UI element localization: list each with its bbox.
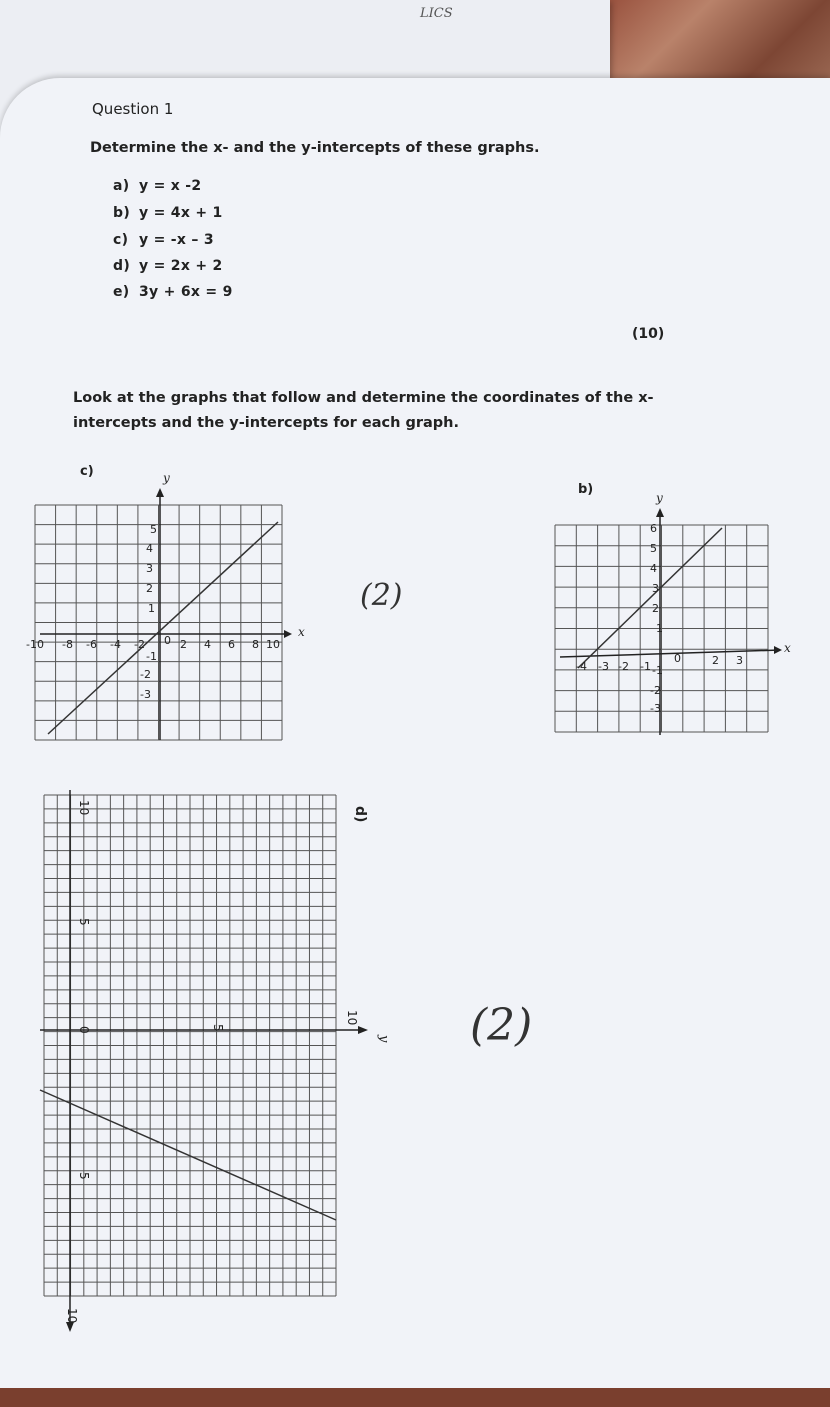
equation-text: y = -x – 3 [139,232,214,248]
graph-c-y-tick: 4 [146,542,153,555]
graph-c-label: c) [80,464,94,479]
graph-d [40,790,391,1332]
graph-b-x-tick: 2 [712,654,719,667]
graph-c-y-tick: 1 [148,602,155,615]
graph-b-y-label: y [656,491,663,505]
question-instruction: Determine the x- and the y-intercepts of these graphs. [90,140,540,156]
graph-b-x-tick: -4 [576,660,587,673]
graph-b-y-tick: -1 [652,664,663,677]
equation-text: y = 2x + 2 [139,258,223,274]
graph-b-label: b) [578,482,594,497]
graph-c-x-arrow [284,630,292,638]
graph-c-handwritten-mark: (2) [360,578,403,613]
graph-b-y-tick: 4 [650,562,657,575]
graph-c-x-label: x [298,625,305,639]
graph-d-tick: 10 [65,1308,79,1324]
graph-c-y-arrow [156,488,164,497]
graph-b-y-arrow [656,508,664,517]
graph-c-y-tick: 3 [146,562,153,575]
graph-c-x-tick: 10 [266,638,280,651]
graph-c-x-tick: -6 [86,638,97,651]
graph-c-y-tick: -1 [146,650,157,663]
graph-c-line [48,522,278,734]
graph-c-x-tick: 0 [164,634,171,647]
graph-c-y-tick: -2 [140,668,151,681]
equation-label: a) [113,178,130,194]
equation-text: y = 4x + 1 [139,205,223,221]
equation-text: 3y + 6x = 9 [139,284,233,300]
graph-b-x-tick: 0 [674,652,681,665]
part2-instruction-line1: Look at the graphs that follow and determine the coordinates of the x- [73,390,654,406]
equation-label: c) [113,232,129,248]
equation-label: b) [113,205,131,221]
question-title: Question 1 [92,100,174,118]
graph-c-x-tick: -8 [62,638,73,651]
part2-instruction-line2: intercepts and the y-intercepts for each graph. [73,415,459,431]
equation-label: d) [113,258,131,274]
equation-label: e) [113,284,130,300]
graph-c-grid [35,505,282,740]
graph-d-tick: 10 [77,800,91,816]
graph-c-y-tick: 5 [150,523,157,536]
graph-d-tick: 10 [345,1010,359,1026]
graph-c-x-tick: 6 [228,638,235,651]
graph-b-y-tick: 5 [650,542,657,555]
graph-d-axis-arrow [66,1322,74,1332]
graph-c-x-tick: -4 [110,638,121,651]
graph-d-label: d) [352,806,368,823]
marks-total: (10) [632,326,665,342]
graph-d-line [40,1090,336,1220]
graph-c [26,471,305,740]
graph-c-x-tick: 4 [204,638,211,651]
graph-d-tick: 5 [77,1172,91,1180]
graph-d-tick: 5 [77,918,91,926]
graph-b-x-arrow [774,646,782,654]
graph-d-axis-arrow [358,1026,368,1034]
equation-text: y = x -2 [139,178,202,194]
graph-b [555,491,791,735]
graph-b-y-tick: 3 [652,582,659,595]
graph-c-y-tick: 2 [146,582,153,595]
graph-d-axis-label: y [376,1035,391,1043]
graph-b-y-tick: -3 [650,702,661,715]
graph-b-x-tick: -1 [640,660,651,673]
graph-b-x-tick: -3 [598,660,609,673]
graph-b-y-tick: 2 [652,602,659,615]
graph-c-y-label: y [163,471,170,485]
graph-b-x-label: x [784,641,791,655]
graph-c-x-tick: -10 [26,638,44,651]
top-scribble: LICS [420,6,453,21]
graph-b-x-tick: -2 [618,660,629,673]
graph-b-x-tick: 3 [736,654,743,667]
graph-c-x-tick: 2 [180,638,187,651]
graph-c-y-tick: -3 [140,688,151,701]
graph-c-x-tick: 8 [252,638,259,651]
graph-d-tick: 5 [211,1024,225,1032]
graph-b-y-tick: 6 [650,522,657,535]
graph-b-y-tick: 1 [656,622,663,635]
graph-d-handwritten-mark: (2) [470,1000,533,1051]
graph-b-y-tick: -2 [650,684,661,697]
graph-d-tick: 0 [77,1026,91,1034]
graph-c-x-tick: -2 [134,638,145,651]
graph-d-grid [44,795,336,1296]
